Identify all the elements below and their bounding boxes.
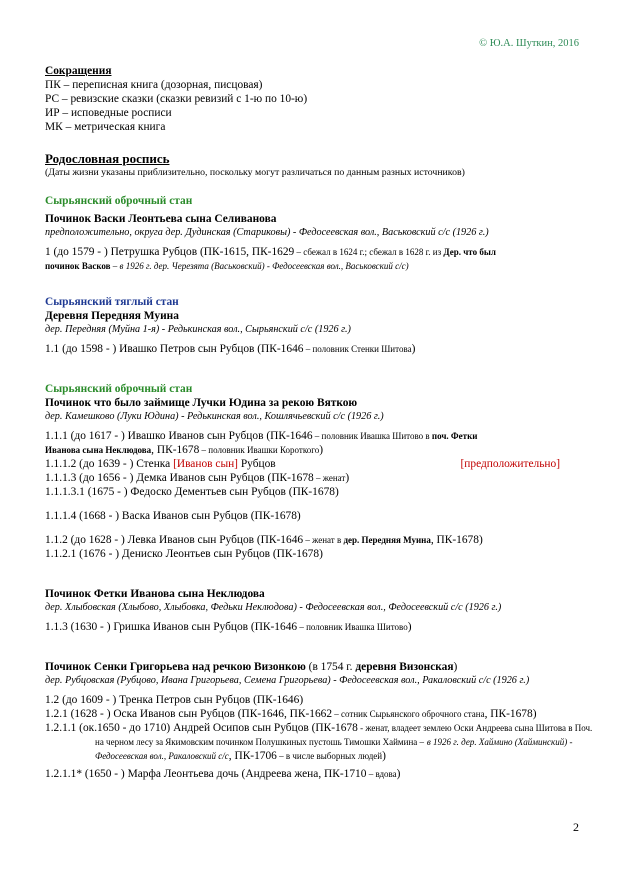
settlement-title: Починок что было займище Лучки Юдина за рекою Вяткою	[45, 397, 358, 409]
document-body	[45, 64, 595, 781]
abbr-title: Сокращения	[45, 65, 112, 77]
rodoslov-note: (Даты жизни указаны приблизительно, поскольку могут различаться по данным разных источников)	[45, 167, 465, 178]
genealogy-entry: 1.1.1 (до 1617 - ) Ивашко Иванов сын Рубцов (ПК-1646 – половник Ивашка Шитово в поч. Фетки Иванова сына Неклюдова, ПК-1678 – половник Ивашки Короткого)	[45, 430, 478, 456]
settlement-desc: дер. Камешково (Луки Юдина) - Редькинская вол., Кошлячьевский с/с (1926 г.)	[45, 411, 384, 422]
genealogy-entry: 1.1.2.1 (1676 - ) Дениско Леонтьев сын Рубцов (ПК-1678)	[45, 548, 323, 560]
rodoslov-title: Родословная роспись	[45, 151, 170, 166]
copyright: © Ю.А. Шуткин, 2016	[479, 38, 579, 49]
abbr-item: ПК – переписная книга (дозорная, писцовая)	[45, 79, 263, 91]
genealogy-entry: 1.2.1 (1628 - ) Оска Иванов сын Рубцов (ПК-1646, ПК-1662 – сотник Сырьянского оброчного стана, ПК-1678)	[45, 708, 537, 720]
settlement-title: Починок Васки Леонтьева сына Селиванова	[45, 213, 277, 225]
genealogy-entry: 1.2.1.1 (ок.1650 - до 1710) Андрей Осипов сын Рубцов (ПК-1678 - женат, владеет землею Оски Андреева сына Шитова в Поч. на черном лесу за Якимовским починком Полушкиных пустошь Тимошки Хаймина – в 1926 г. дер. Хаймино (Хайминский) - Федосеевская вол., Ракаловский с/с, ПК-1706 – в числе выборных людей)	[45, 722, 593, 762]
abbr-item: РС – ревизские сказки (сказки ревизий с 1-ю по 10-ю)	[45, 93, 308, 105]
abbr-item: ИР – исповедные росписи	[45, 107, 172, 119]
genealogy-entry: 1.1 (до 1598 - ) Ивашко Петров сын Рубцов (ПК-1646 – половник Стенки Шитова)	[45, 343, 416, 355]
stan-heading: Сырьянский оброчный стан	[45, 195, 193, 207]
settlement-desc: дер. Хлыбовская (Хлыбово, Хлыбовка, Федьки Неклюдова) - Федосеевская вол., Федосеевский с/с (1926 г.)	[45, 602, 502, 613]
genealogy-entry: 1.1.1.3.1 (1675 - ) Федоско Дементьев сын Рубцов (ПК-1678)	[45, 486, 339, 498]
genealogy-entry: 1.1.2 (до 1628 - ) Левка Иванов сын Рубцов (ПК-1646 – женат в дер. Передняя Муина, ПК-1678)	[45, 534, 483, 546]
settlement-desc: дер. Рубцовская (Рубцово, Ивана Григорьева, Семена Григорьева) - Федосеевская вол., Ракаловский с/с (1926 г.)	[45, 675, 530, 686]
settlement-desc: дер. Передняя (Муйна 1-я) - Редькинская вол., Сырьянский с/с (1926 г.)	[45, 324, 351, 335]
genealogy-entry: 1 (до 1579 - ) Петрушка Рубцов (ПК-1615, ПК-1629 – сбежал в 1624 г.; сбежал в 1628 г. из Дер. что был починок Васков – в 1926 г. дер. Черезята (Васьковский) - Федосеевская вол., Васьковский с/с)	[45, 246, 496, 271]
stan-heading: Сырьянский тяглый стан	[45, 296, 179, 308]
genealogy-entry: 1.2 (до 1609 - ) Тренка Петров сын Рубцов (ПК-1646)	[45, 694, 304, 706]
settlement-desc: предположительно, округа дер. Дудинская (Стариковы) - Федосеевская вол., Васьковский с/с (1926 г.)	[45, 227, 489, 238]
genealogy-entry: 1.1.1.4 (1668 - ) Васка Иванов сын Рубцов (ПК-1678)	[45, 510, 301, 522]
uncertain-badge: [предположительно]	[460, 458, 560, 470]
abbr-item: МК – метрическая книга	[45, 121, 166, 133]
stan-heading: Сырьянский оброчный стан	[45, 383, 193, 395]
genealogy-entry: 1.1.3 (1630 - ) Гришка Иванов сын Рубцов (ПК-1646 – половник Ивашка Шитово)	[45, 621, 412, 633]
genealogy-entry: 1.1.1.3 (до 1656 - ) Демка Иванов сын Рубцов (ПК-1678 – женат)	[45, 472, 350, 484]
settlement-title: Починок Сенки Григорьева над речкою Визонкою (в 1754 г. деревня Визонская)	[45, 661, 458, 673]
settlement-title: Деревня Передняя Муина	[45, 310, 179, 322]
page-number: 2	[573, 820, 579, 834]
settlement-title: Починок Фетки Иванова сына Неклюдова	[45, 588, 265, 600]
genealogy-entry: 1.1.1.2 (до 1639 - ) Стенка [Иванов сын] Рубцов [предположительно]	[45, 458, 560, 470]
genealogy-entry: 1.2.1.1* (1650 - ) Марфа Леонтьева дочь (Андреева жена, ПК-1710 – вдова)	[45, 768, 401, 780]
